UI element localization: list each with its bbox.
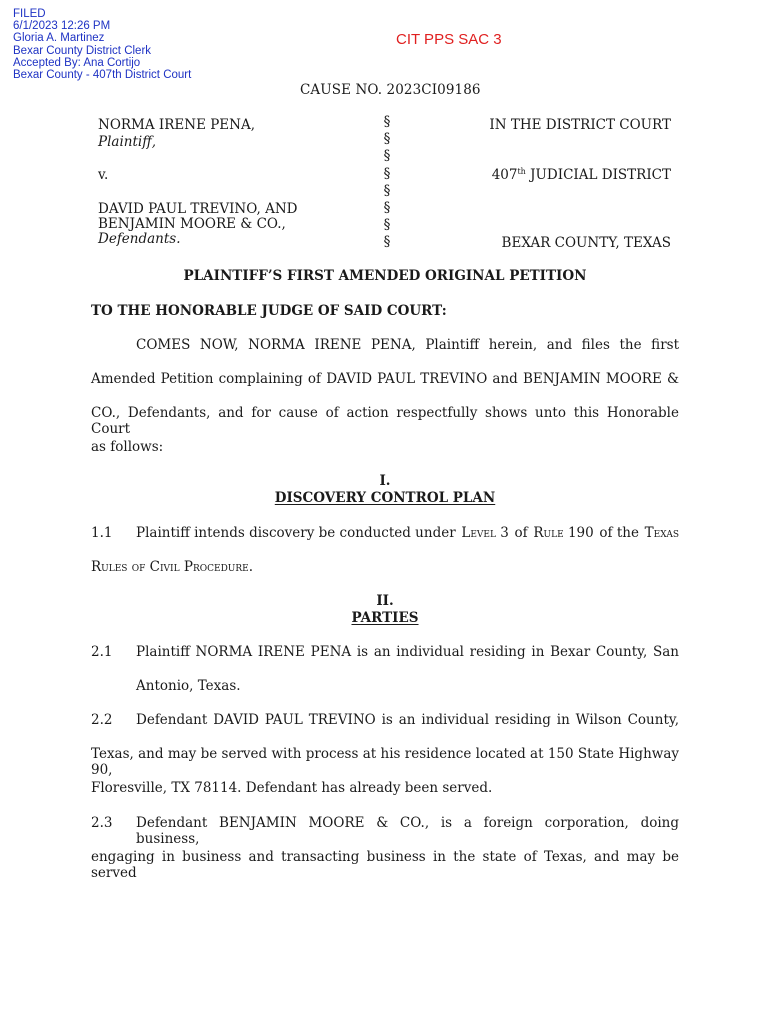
district-text: JUDICIAL DISTRICT (525, 167, 671, 183)
stamp-line: Bexar County - 407th District Court (13, 69, 192, 82)
para-1-1-text: Plaintiff intends discovery be conducted under (136, 525, 456, 541)
intro-line-4: as follows: (91, 439, 164, 455)
plaintiff-role: Plaintiff, (98, 134, 157, 150)
para-number: 2.3 (91, 815, 113, 831)
petition-title: PLAINTIFF’S FIRST AMENDED ORIGINAL PETITION (183, 268, 587, 284)
para-1-1-line-2 (91, 559, 679, 575)
intro-line-3: CO., Defendants, and for cause of action respectfully shows unto this Honorable Court (91, 405, 679, 437)
defendant-role: Defendants. (98, 231, 181, 247)
section-symbol: § (383, 234, 391, 251)
section-symbol: § (383, 200, 391, 217)
rule-ref: Rule 190 (533, 525, 594, 541)
para-1-1 (91, 525, 679, 541)
para-2-3-line-1: Defendant BENJAMIN MOORE & CO., is a foreign corporation, doing business, (136, 815, 679, 847)
para-2-2 (91, 712, 679, 728)
section-symbol: § (383, 148, 391, 165)
plaintiff-name: NORMA IRENE PENA, (98, 117, 256, 133)
court-name: IN THE DISTRICT COURT (489, 117, 671, 133)
district-number: 407 (491, 167, 518, 183)
judicial-district (492, 167, 671, 183)
caption-plaintiff (98, 117, 255, 151)
caption-versus: v. (98, 167, 109, 183)
period: . (248, 559, 254, 575)
stamp-line: Bexar County District Clerk (13, 44, 152, 57)
stamp-line: FILED (13, 8, 46, 20)
stamp-line: Accepted By: Ana Cortijo (13, 56, 141, 69)
section-1-heading (91, 490, 679, 506)
caption-defendants (98, 201, 298, 248)
para-2-3-line-2: engaging in business and transacting business in the state of Texas, and may be served (91, 849, 679, 881)
para-number: 2.1 (91, 644, 113, 660)
para-2-1-line-2: Antonio, Texas. (136, 678, 241, 694)
para-2-1 (91, 644, 679, 660)
intro-line-1: COMES NOW, NORMA IRENE PENA, Plaintiff herein, and files the first (136, 337, 679, 353)
stamp-line: Gloria A. Martinez (13, 32, 105, 45)
defendant-line-1: DAVID PAUL TREVINO, AND (98, 201, 298, 217)
stamp-line: 6/1/2023 12:26 PM (13, 20, 111, 33)
intro-line-2: Amended Petition complaining of DAVID PAUL TREVINO and BENJAMIN MOORE & (91, 371, 679, 387)
section-2-numeral: II. (376, 593, 394, 609)
section-symbol: § (383, 165, 391, 182)
cause-number: CAUSE NO. 2023CI09186 (300, 82, 481, 98)
section-2-heading-text: PARTIES (351, 610, 419, 626)
section-symbol-column (380, 114, 394, 251)
section-2-heading (91, 610, 679, 626)
section-symbol: § (383, 131, 391, 148)
para-2-3 (91, 815, 679, 847)
section-symbol: § (383, 114, 391, 130)
texas-ref: Texas (644, 525, 679, 541)
salutation: TO THE HONORABLE JUDGE OF SAID COURT: (91, 303, 447, 319)
section-symbol: § (383, 217, 391, 234)
district-suffix: th (517, 167, 526, 176)
para-number: 2.2 (91, 712, 113, 728)
para-number: 1.1 (91, 525, 113, 541)
defendant-line-2: BENJAMIN MOORE & CO., (98, 216, 286, 232)
rules-ref: Rules of Civil Procedure (91, 559, 249, 575)
section-symbol: § (383, 182, 391, 199)
citation-label: CIT PPS SAC 3 (396, 31, 502, 48)
filing-stamp (13, 8, 191, 81)
county: BEXAR COUNTY, TEXAS (501, 235, 671, 251)
section-1-heading-text: DISCOVERY CONTROL PLAN (274, 490, 496, 506)
para-2-2-line-3: Floresville, TX 78114. Defendant has already been served. (91, 780, 493, 796)
of-word: of (514, 525, 528, 541)
level-ref: Level 3 (461, 525, 509, 541)
of-the-word: of the (599, 525, 639, 541)
para-2-2-line-2: Texas, and may be served with process at his residence located at 150 State Highway 90, (91, 746, 679, 778)
para-2-1-line-1: Plaintiff NORMA IRENE PENA is an individual residing in Bexar County, San (136, 644, 679, 660)
section-1-numeral: I. (379, 473, 391, 489)
para-2-2-line-1: Defendant DAVID PAUL TREVINO is an individual residing in Wilson County, (136, 712, 679, 728)
